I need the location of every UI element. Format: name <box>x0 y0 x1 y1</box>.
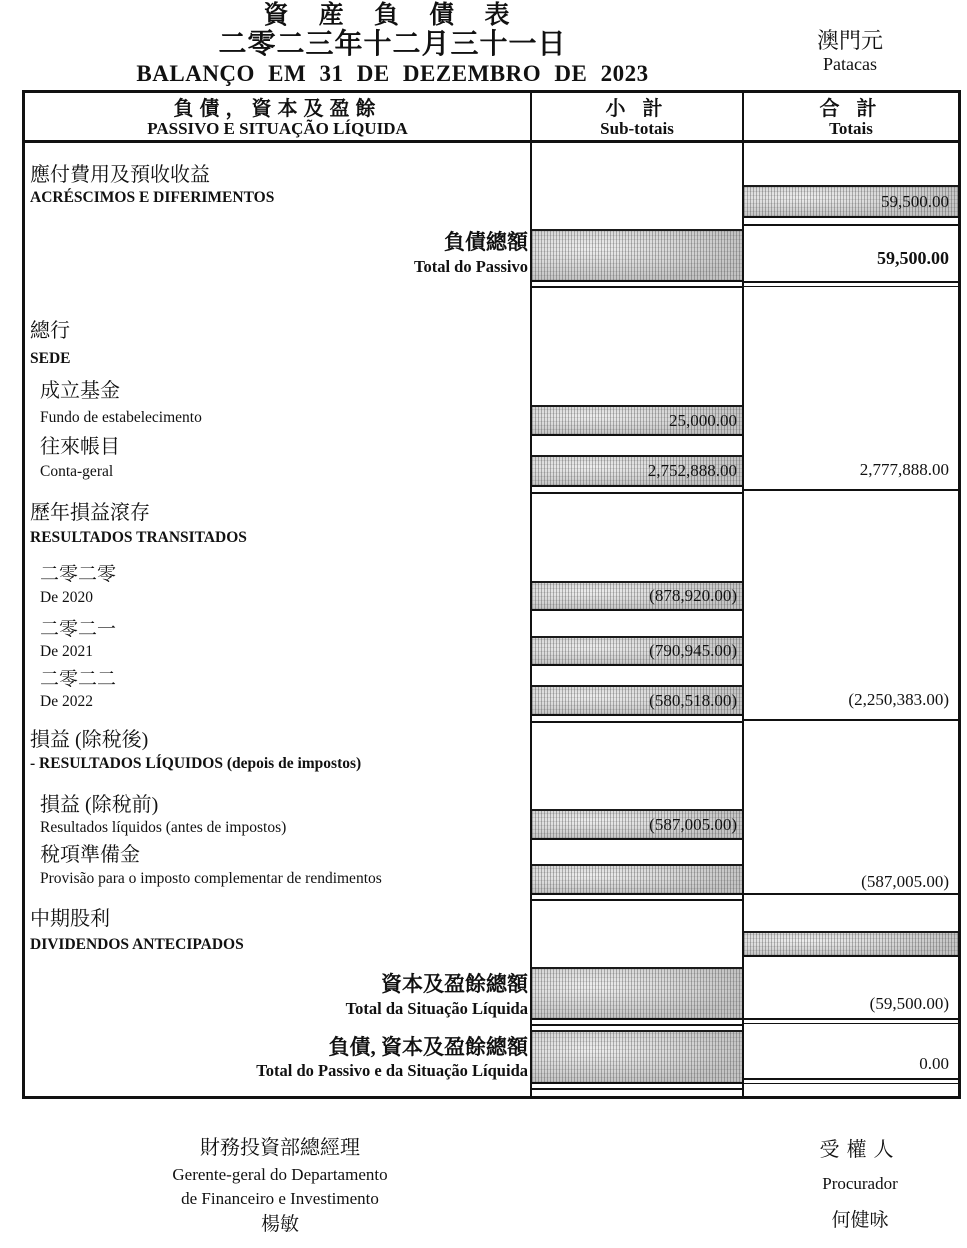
signature-procurador-title-zh: 受權人 <box>819 1139 901 1161</box>
balance-table <box>22 90 961 1099</box>
cell-provisao-subtotal <box>532 864 742 895</box>
double-rule-total-passivo <box>742 281 958 287</box>
cell-provisao-total: (587,005.00) <box>861 872 949 891</box>
cell-total-situacao-total: (59,500.00) <box>869 994 949 1013</box>
column-header-liabilities-pt: PASSIVO E SITUAÇÃO LÍQUIDA <box>147 118 408 138</box>
report-title-zh: 資 産 負 債 表 <box>263 2 522 29</box>
cell-total-geral-total: 0.00 <box>919 1054 949 1073</box>
row-conta-label-pt: Conta-geral <box>40 463 114 480</box>
row-provisao-label-pt: Provisão para o imposto complementar de rendimentos <box>40 870 382 887</box>
cell-de2021-subtotal: (790,945.00) <box>532 636 742 666</box>
row-fundo-label-zh: 成立基金 <box>40 380 120 402</box>
column-header-subtotals <box>532 93 742 143</box>
cell-total-passivo-total: 59,500.00 <box>877 248 949 268</box>
cell-liquidos-antes-subtotal: (587,005.00) <box>532 809 742 840</box>
signature-block-manager <box>80 1136 480 1237</box>
rule-under-conta-sub <box>532 492 742 494</box>
currency-label-pt: Patacas <box>823 54 877 75</box>
column-header-totals-zh: 合 計 <box>819 97 883 120</box>
row-accruals-label-pt: ACRÉSCIMOS E DIFERIMENTOS <box>30 189 275 206</box>
row-sede-label-pt: SEDE <box>30 350 71 367</box>
rule-total-situacao-sub <box>532 1024 742 1026</box>
rule-under-provisao-sub <box>532 899 742 901</box>
row-liquidos-antes-label-pt: Resultados líquidos (antes de impostos) <box>40 819 287 836</box>
row-de2022-label-zh: 二零二二 <box>40 669 117 690</box>
rule-total-geral-sub <box>532 1088 742 1090</box>
cell-conta-subtotal: 2,752,888.00 <box>532 455 742 487</box>
report-title-pt: BALANÇO EM 31 DE DEZEMBRO DE 2023 <box>136 60 649 86</box>
rule-under-accruals <box>742 224 958 226</box>
row-transitados-label-pt: RESULTADOS TRANSITADOS <box>30 529 247 546</box>
row-total-geral-label-zh: 負債, 資本及盈餘總額 <box>328 1035 528 1059</box>
cell-total-geral-subtotal <box>532 1030 742 1084</box>
row-dividendos-label-pt: DIVIDENDOS ANTECIPADOS <box>30 936 244 953</box>
row-accruals-label-zh: 應付費用及預收收益 <box>30 164 210 186</box>
cell-total-situacao-subtotal <box>532 967 742 1020</box>
cell-fundo-subtotal: 25,000.00 <box>532 405 742 436</box>
row-total-situacao-label-pt: Total da Situação Líquida <box>345 999 528 1018</box>
double-rule-total-situacao <box>742 1018 958 1024</box>
rule-under-conta-total <box>742 489 958 491</box>
currency-block <box>790 28 910 76</box>
title-block <box>0 2 785 86</box>
rule-under-de2022-total <box>742 719 958 721</box>
column-header-subtotals-zh: 小 計 <box>605 97 669 120</box>
rule-under-de2022-sub <box>532 721 742 723</box>
row-de2020-label-pt: De 2020 <box>40 589 93 606</box>
rule-under-provisao-total <box>742 893 958 895</box>
row-de2021-label-zh: 二零二一 <box>40 619 117 640</box>
row-liquidos-antes-label-zh: 損益 (除稅前) <box>40 794 159 816</box>
signature-procurador-name: 何健咏 <box>831 1210 889 1232</box>
row-de2021-label-pt: De 2021 <box>40 643 93 660</box>
row-dividendos-label-zh: 中期股利 <box>30 908 110 930</box>
currency-label-zh: 澳門元 <box>816 28 883 53</box>
row-liquidos-depois-label-zh: 損益 (除稅後) <box>30 729 149 751</box>
row-fundo-label-pt: Fundo de estabelecimento <box>40 409 202 426</box>
cell-accruals-total: 59,500.00 <box>744 185 958 218</box>
column-header-liabilities-zh: 負債，資本及盈餘 <box>173 97 382 120</box>
row-total-passivo-label-pt: Total do Passivo <box>413 257 528 276</box>
cell-de2022-total: (2,250,383.00) <box>848 690 949 709</box>
report-date-zh: 二零二三年十二月三十一日 <box>218 28 567 60</box>
row-liquidos-depois-label-pt: - RESULTADOS LÍQUIDOS (depois de impostos) <box>30 755 362 772</box>
signature-manager-title-pt-line2: de Financeiro e Investimento <box>181 1189 379 1209</box>
row-provisao-label-zh: 稅項準備金 <box>40 844 140 866</box>
row-de2022-label-pt: De 2022 <box>40 693 93 710</box>
cell-de2020-subtotal: (878,920.00) <box>532 581 742 611</box>
cell-total-passivo-subtotal <box>532 229 742 282</box>
row-total-situacao-label-zh: 資本及盈餘總額 <box>381 972 528 996</box>
column-header-totals-pt: Totais <box>829 118 873 138</box>
signature-procurador-title-pt: Procurador <box>822 1174 898 1193</box>
row-total-passivo-label-zh: 負債總額 <box>444 230 528 254</box>
rule-total-passivo-sub <box>532 286 742 288</box>
row-conta-label-zh: 往來帳目 <box>40 436 120 458</box>
signature-manager-title-pt-line1: Gerente-geral do Departamento <box>172 1165 388 1184</box>
row-sede-label-zh: 總行 <box>30 320 70 342</box>
column-header-subtotals-pt: Sub-totais <box>600 118 674 138</box>
row-transitados-label-zh: 歷年損益滾存 <box>30 502 150 524</box>
signature-manager-name: 楊敏 <box>260 1213 299 1235</box>
cell-conta-total: 2,777,888.00 <box>859 460 949 479</box>
row-total-geral-label-pt: Total do Passivo e da Situação Líquida <box>256 1061 528 1080</box>
signature-manager-title-zh: 財務投資部總經理 <box>200 1137 360 1159</box>
cell-de2022-subtotal: (580,518.00) <box>532 685 742 716</box>
cell-dividendos-total <box>744 931 958 957</box>
column-header-liabilities <box>25 93 530 143</box>
column-header-totals <box>744 93 958 143</box>
row-de2020-label-zh: 二零二零 <box>40 564 117 585</box>
table-header-row <box>25 93 958 143</box>
signature-block-procurador <box>770 1138 950 1233</box>
double-rule-total-geral <box>742 1078 958 1084</box>
